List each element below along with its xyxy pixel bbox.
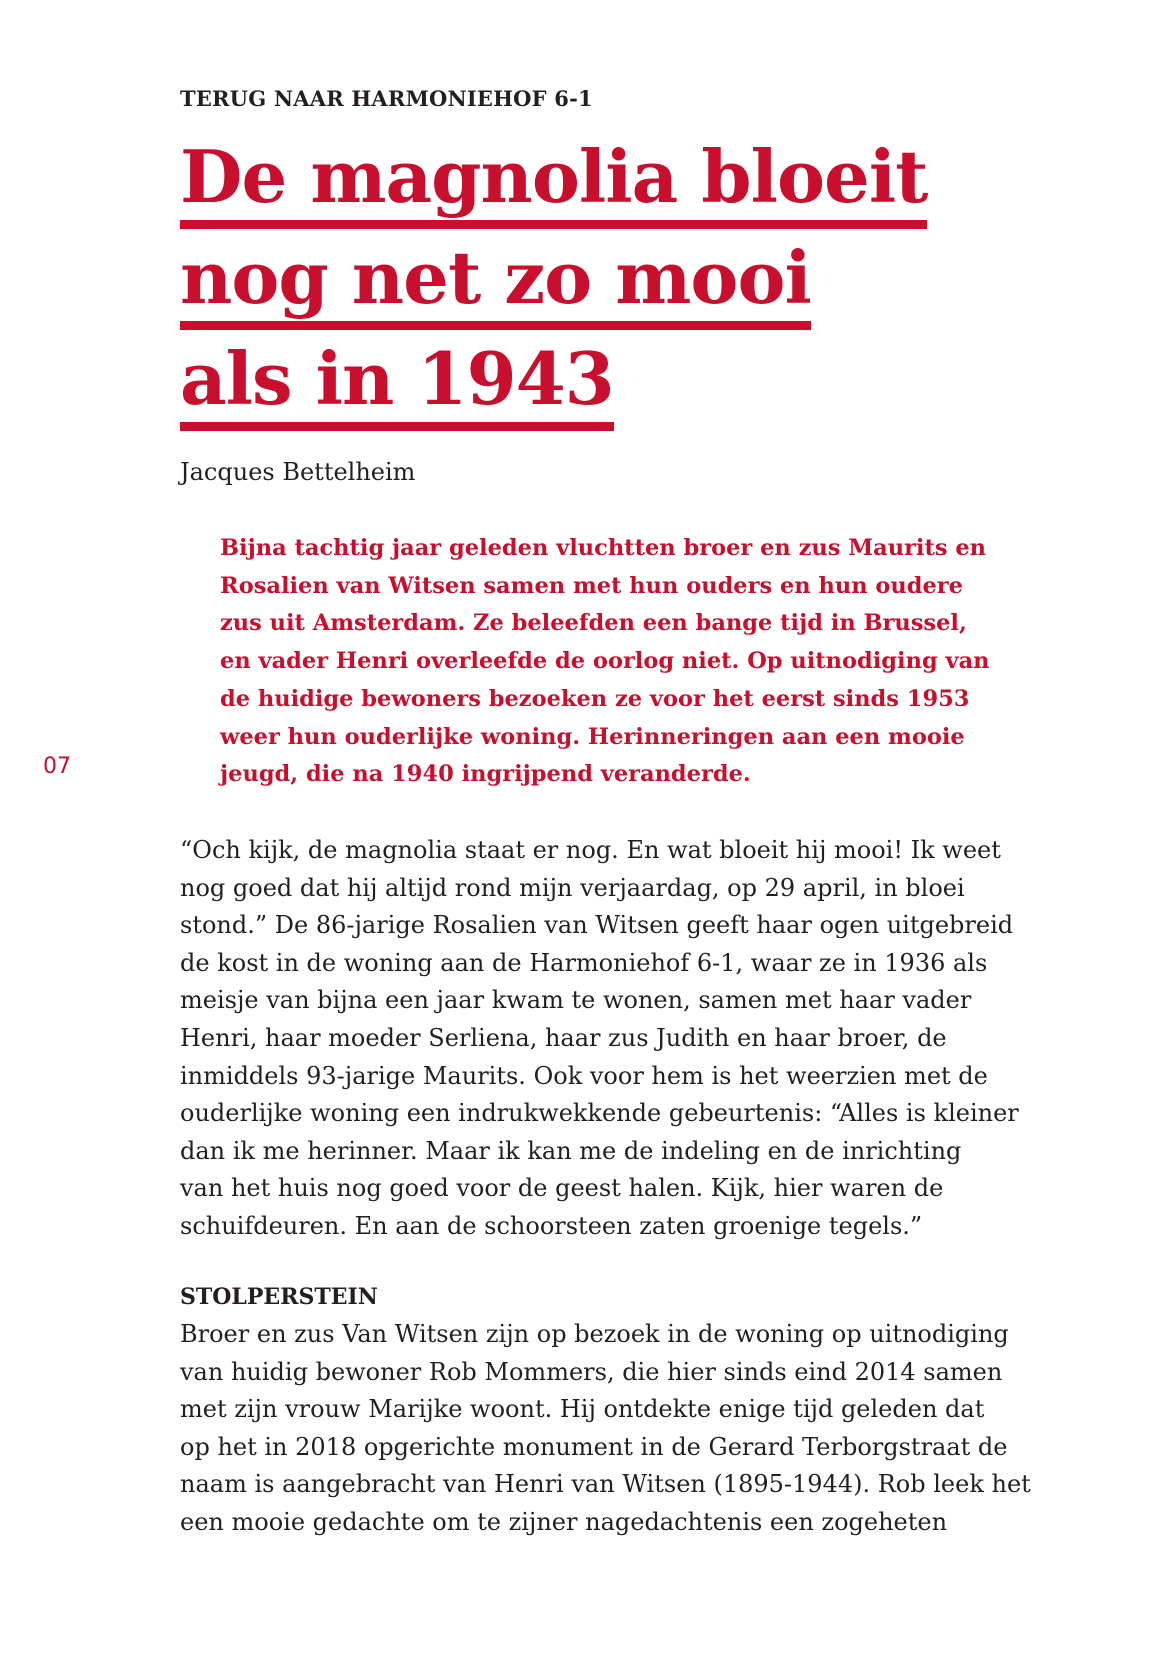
intro-line: Rosalien van Witsen samen met hun ouders en hun oudere xyxy=(220,572,963,599)
body-line: schuifdeuren. En aan de schoorsteen zaten groenige tegels.” xyxy=(180,1211,923,1240)
section-kicker: TERUG NAAR HARMONIEHOF 6-1 xyxy=(180,86,593,111)
body-paragraph-1 xyxy=(180,832,1060,1246)
body-paragraph-2 xyxy=(180,1316,1060,1542)
intro-lead-paragraph xyxy=(220,530,1050,794)
body-line: de kost in de woning aan de Harmoniehof 6-1, waar ze in 1936 als xyxy=(180,948,988,977)
body-line: Broer en zus Van Witsen zijn op bezoek in de woning op uitnodiging xyxy=(180,1320,1009,1348)
body-line: stond.” De 86-jarige Rosalien van Witsen geeft haar ogen uitgebreid xyxy=(180,911,1014,940)
headline-line-1: De magnolia bloeit xyxy=(180,134,927,229)
body-line: van huidig bewoner Rob Mommers, die hier sinds eind 2014 samen xyxy=(180,1357,1003,1386)
section-subheading: STOLPERSTEIN xyxy=(180,1284,378,1310)
headline-line-3: als in 1943 xyxy=(180,336,614,431)
body-line: nog goed dat hij altijd rond mijn verjaardag, op 29 april, in bloei xyxy=(180,873,965,902)
intro-line: jeugd, die na 1940 ingrijpend veranderde. xyxy=(220,761,751,788)
intro-line: weer hun ouderlijke woning. Herinneringen aan een mooie xyxy=(220,723,965,750)
page-number: 07 xyxy=(43,754,71,779)
intro-line: zus uit Amsterdam. Ze beleefden een bange tijd in Brussel, xyxy=(220,610,967,637)
body-line: inmiddels 93-jarige Maurits. Ook voor hem is het weerzien met de xyxy=(180,1061,988,1090)
body-line: ouderlijke woning een indrukwekkende gebeurtenis: “Alles is kleiner xyxy=(180,1099,1019,1128)
body-line: “Och kijk, de magnolia staat er nog. En wat bloeit hij mooi! Ik weet xyxy=(180,836,1001,864)
intro-line: Bijna tachtig jaar geleden vluchtten broer en zus Maurits en xyxy=(220,535,987,561)
intro-line: en vader Henri overleefde de oorlog niet. Op uitnodiging van xyxy=(220,648,990,675)
body-line: naam is aangebracht van Henri van Witsen (1895-1944). Rob leek het xyxy=(180,1470,1031,1499)
body-line: op het in 2018 opgerichte monument in de Gerard Terborgstraat de xyxy=(180,1432,1008,1461)
headline-line-2: nog net zo mooi xyxy=(180,235,811,330)
body-line: met zijn vrouw Marijke woont. Hij ontdekte enige tijd geleden dat xyxy=(180,1395,985,1424)
body-line: dan ik me herinner. Maar ik kan me de indeling en de inrichting xyxy=(180,1136,962,1165)
body-line: Henri, haar moeder Serliena, haar zus Judith en haar broer, de xyxy=(180,1023,947,1052)
body-line: een mooie gedachte om te zijner nagedachtenis een zogeheten xyxy=(180,1507,948,1536)
intro-line: de huidige bewoners bezoeken ze voor het eerst sinds 1953 xyxy=(220,685,970,712)
body-line: van het huis nog goed voor de geest halen. Kijk, hier waren de xyxy=(180,1174,944,1203)
body-line: meisje van bijna een jaar kwam te wonen, samen met haar vader xyxy=(180,986,972,1015)
author-byline: Jacques Bettelheim xyxy=(180,458,416,486)
article-headline xyxy=(180,134,927,437)
